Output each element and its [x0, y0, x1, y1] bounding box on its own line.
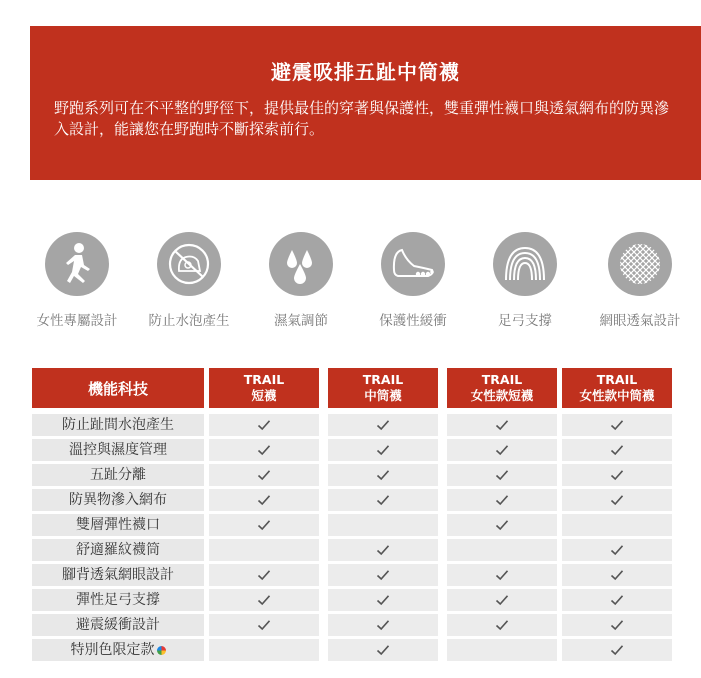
feature-label: 防止水泡產生	[148, 313, 230, 329]
table-cell	[328, 464, 438, 486]
feature-moisture	[246, 232, 356, 329]
check-icon	[257, 469, 271, 481]
col-line1: TRAIL	[596, 372, 638, 387]
check-icon	[610, 544, 624, 556]
feature-label: 網眼透氣設計	[599, 313, 681, 329]
row-feature-label: 防異物滲入網布	[69, 492, 167, 508]
table-cell	[562, 414, 672, 436]
check-icon	[495, 419, 509, 431]
table-cell	[328, 414, 438, 436]
table-cell	[328, 439, 438, 461]
table-cell	[209, 439, 319, 461]
feature-mesh	[585, 232, 695, 329]
table-cell	[209, 414, 319, 436]
row-feature-label: 防止趾間水泡產生	[62, 417, 174, 433]
check-icon	[610, 619, 624, 631]
table-cell	[447, 639, 557, 661]
foot-cushion-icon	[381, 232, 445, 296]
table-cell	[328, 614, 438, 636]
table-row	[32, 639, 672, 661]
table-cell	[447, 614, 557, 636]
female-runner-icon	[45, 232, 109, 296]
check-icon	[376, 569, 390, 581]
check-icon	[610, 644, 624, 656]
row-feature-label: 避震緩衝設計	[76, 617, 160, 633]
check-icon	[376, 619, 390, 631]
table-row	[32, 589, 672, 611]
check-icon	[376, 494, 390, 506]
row-feature-name	[32, 589, 204, 611]
check-icon	[610, 569, 624, 581]
water-drops-icon	[269, 232, 333, 296]
table-cell	[209, 539, 319, 561]
table-row	[32, 414, 672, 436]
col-line1: TRAIL	[362, 372, 404, 387]
check-icon	[495, 494, 509, 506]
check-icon	[610, 594, 624, 606]
check-icon	[495, 594, 509, 606]
check-icon	[257, 569, 271, 581]
table-cell	[562, 564, 672, 586]
table-cell	[447, 489, 557, 511]
table-row	[32, 564, 672, 586]
check-icon	[257, 444, 271, 456]
feature-label: 女性專屬設計	[36, 313, 118, 329]
table-row	[32, 539, 672, 561]
table-cell	[209, 589, 319, 611]
table-cell	[328, 639, 438, 661]
col-line2: 中筒襪	[364, 388, 402, 403]
table-cell	[562, 464, 672, 486]
table-cell	[562, 589, 672, 611]
col-line2: 短襪	[251, 388, 277, 403]
check-icon	[610, 494, 624, 506]
table-cell	[447, 539, 557, 561]
check-icon	[376, 644, 390, 656]
table-cell	[562, 439, 672, 461]
check-icon	[376, 419, 390, 431]
product-description: 野跑系列可在不平整的野徑下，提供最佳的穿著與保護性，雙重彈性襪口與透氣網布的防異滲入設計，能讓您在野跑時不斷探索前行。	[54, 99, 670, 138]
feature-icons	[22, 232, 701, 332]
table-cell	[328, 589, 438, 611]
table-cell	[209, 514, 319, 536]
row-feature-name	[32, 464, 204, 486]
page-title: 避震吸排五趾中筒襪	[271, 60, 460, 84]
col-line1: TRAIL	[481, 372, 523, 387]
row-feature-label: 雙層彈性襪口	[76, 517, 160, 533]
table-header-col	[328, 368, 438, 408]
table-cell	[328, 539, 438, 561]
table-cell	[447, 564, 557, 586]
table-cell	[562, 489, 672, 511]
row-feature-label: 舒適羅紋襪筒	[76, 542, 160, 558]
check-icon	[257, 494, 271, 506]
table-row	[32, 464, 672, 486]
table-cell	[447, 439, 557, 461]
row-feature-name	[32, 539, 204, 561]
check-icon	[376, 594, 390, 606]
row-feature-name	[32, 414, 204, 436]
feature-label: 保護性緩衝	[379, 313, 447, 329]
row-feature-name	[32, 614, 204, 636]
mesh-icon	[608, 232, 672, 296]
check-icon	[610, 419, 624, 431]
color-dot-icon	[157, 646, 166, 655]
table-header-col	[562, 368, 672, 408]
arch-support-icon	[493, 232, 557, 296]
col-line2: 女性款中筒襪	[579, 388, 655, 403]
table-row	[32, 489, 672, 511]
feature-label: 濕氣調節	[274, 313, 328, 329]
check-icon	[376, 444, 390, 456]
row-feature-name	[32, 564, 204, 586]
check-icon	[376, 544, 390, 556]
table-cell	[447, 514, 557, 536]
col-line2: 女性款短襪	[470, 388, 534, 403]
table-header-col	[209, 368, 319, 408]
row-feature-name	[32, 489, 204, 511]
check-icon	[610, 469, 624, 481]
table-cell	[562, 514, 672, 536]
table-row	[32, 439, 672, 461]
product-banner	[30, 26, 701, 180]
row-feature-label: 彈性足弓支撐	[76, 592, 160, 608]
table-cell	[209, 464, 319, 486]
check-icon	[495, 519, 509, 531]
row-feature-label: 腳背透氣網眼設計	[62, 567, 174, 583]
table-cell	[209, 564, 319, 586]
row-feature-label: 特別色限定款	[70, 642, 155, 658]
no-blister-icon	[157, 232, 221, 296]
table-cell	[328, 489, 438, 511]
feature-blister	[134, 232, 244, 329]
check-icon	[257, 419, 271, 431]
table-row	[32, 514, 672, 536]
feature-cushion	[358, 232, 468, 329]
check-icon	[376, 469, 390, 481]
row-feature-name	[32, 439, 204, 461]
check-icon	[495, 569, 509, 581]
check-icon	[495, 469, 509, 481]
col-line1: TRAIL	[243, 372, 285, 387]
check-icon	[610, 444, 624, 456]
check-icon	[495, 444, 509, 456]
check-icon	[257, 594, 271, 606]
table-cell	[562, 614, 672, 636]
check-icon	[257, 619, 271, 631]
table-cell	[562, 639, 672, 661]
table-cell	[209, 614, 319, 636]
table-cell	[447, 414, 557, 436]
row-feature-label: 五趾分離	[90, 467, 146, 483]
table-cell	[328, 564, 438, 586]
table-cell	[447, 589, 557, 611]
table-header-col	[447, 368, 557, 408]
row-feature-name	[32, 514, 204, 536]
row-feature-name	[32, 639, 204, 661]
table-row	[32, 614, 672, 636]
table-cell	[209, 639, 319, 661]
row-feature-label: 溫控與濕度管理	[69, 442, 167, 458]
check-icon	[257, 519, 271, 531]
feature-label: 足弓支撐	[498, 313, 552, 329]
feature-female	[22, 232, 132, 329]
table-cell	[209, 489, 319, 511]
table-cell	[562, 539, 672, 561]
table-cell	[447, 464, 557, 486]
check-icon	[495, 619, 509, 631]
table-header-feature: 機能科技	[32, 368, 204, 408]
table-cell	[328, 514, 438, 536]
feature-arch	[470, 232, 580, 329]
